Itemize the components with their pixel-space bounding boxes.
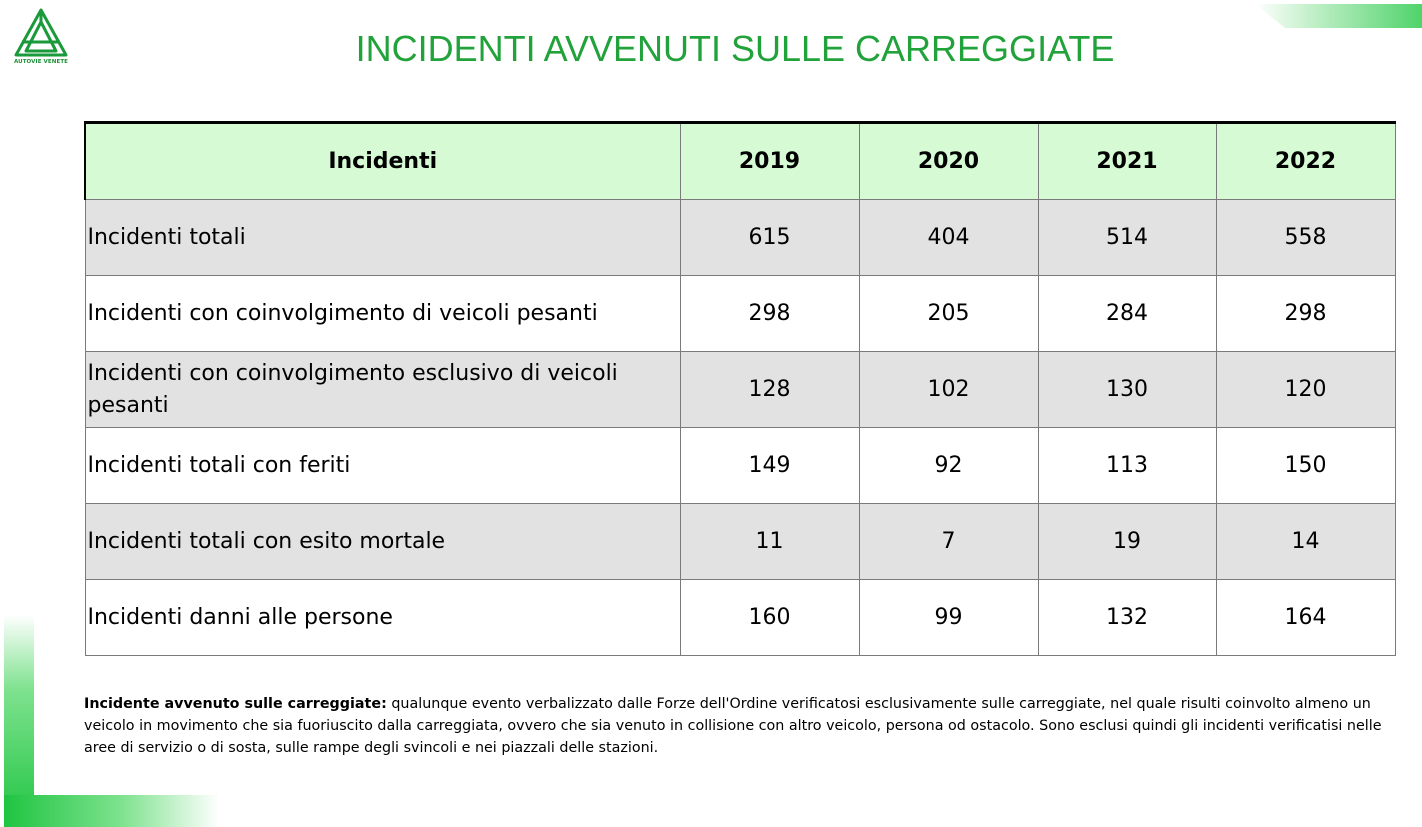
- row-label: Incidenti con coinvolgimento esclusivo di veicoli pesanti: [85, 352, 680, 428]
- cell-2022: 14: [1216, 504, 1395, 580]
- table-row: [85, 580, 1395, 656]
- decorative-stripe-bottom: [4, 795, 219, 827]
- cell-2019: 149: [680, 428, 859, 504]
- page-title: INCIDENTI AVVENUTI SULLE CARREGGIATE: [355, 28, 1115, 69]
- table-row: [85, 276, 1395, 352]
- cell-2020: 7: [859, 504, 1038, 580]
- cell-2021: 113: [1038, 428, 1216, 504]
- column-header-2021: 2021: [1038, 123, 1216, 200]
- cell-2019: 298: [680, 276, 859, 352]
- cell-2020: 92: [859, 428, 1038, 504]
- footnote-term: Incidente avvenuto sulle carreggiate:: [84, 696, 387, 712]
- accidents-table: [84, 121, 1396, 656]
- cell-2019: 615: [680, 200, 859, 276]
- row-label: Incidenti totali con esito mortale: [85, 504, 680, 580]
- cell-2020: 102: [859, 352, 1038, 428]
- row-label: Incidenti totali con feriti: [85, 428, 680, 504]
- column-header-incidenti: Incidenti: [85, 123, 680, 200]
- table-row: [85, 504, 1395, 580]
- cell-2019: 160: [680, 580, 859, 656]
- footnote-text: qualunque evento verbalizzato dalle Forze dell'Ordine verificatosi esclusivamente sulle carreggiate, nel quale risulti coinvolto almeno un veicolo in movimento che sia fuoriuscito dalla carreggiata, ovvero che sia venuto in collisione con altro veicolo, persona od ostacolo. Sono esclusi quindi gli incidenti verificatisi nelle aree di servizio o di sosta, sulle rampe degli svincoli e nei piazzali delle stazioni.: [84, 696, 1382, 756]
- cell-2020: 99: [859, 580, 1038, 656]
- logo-text: AUTOVIE VENETE: [13, 59, 69, 65]
- cell-2019: 11: [680, 504, 859, 580]
- table-header-row: [85, 123, 1395, 200]
- cell-2021: 514: [1038, 200, 1216, 276]
- row-label: Incidenti danni alle persone: [85, 580, 680, 656]
- cell-2021: 284: [1038, 276, 1216, 352]
- column-header-2019: 2019: [680, 123, 859, 200]
- cell-2022: 164: [1216, 580, 1395, 656]
- column-header-2022: 2022: [1216, 123, 1395, 200]
- row-label: Incidenti con coinvolgimento di veicoli pesanti: [85, 276, 680, 352]
- cell-2021: 130: [1038, 352, 1216, 428]
- decorative-stripe-top-right: [1255, 4, 1422, 28]
- cell-2020: 205: [859, 276, 1038, 352]
- cell-2022: 298: [1216, 276, 1395, 352]
- column-header-2020: 2020: [859, 123, 1038, 200]
- row-label: Incidenti totali: [85, 200, 680, 276]
- cell-2022: 558: [1216, 200, 1395, 276]
- cell-2021: 19: [1038, 504, 1216, 580]
- table-row: [85, 352, 1395, 428]
- cell-2022: 150: [1216, 428, 1395, 504]
- definition-footnote: [84, 693, 1399, 759]
- cell-2021: 132: [1038, 580, 1216, 656]
- cell-2019: 128: [680, 352, 859, 428]
- table-row: [85, 200, 1395, 276]
- cell-2020: 404: [859, 200, 1038, 276]
- table-row: [85, 428, 1395, 504]
- cell-2022: 120: [1216, 352, 1395, 428]
